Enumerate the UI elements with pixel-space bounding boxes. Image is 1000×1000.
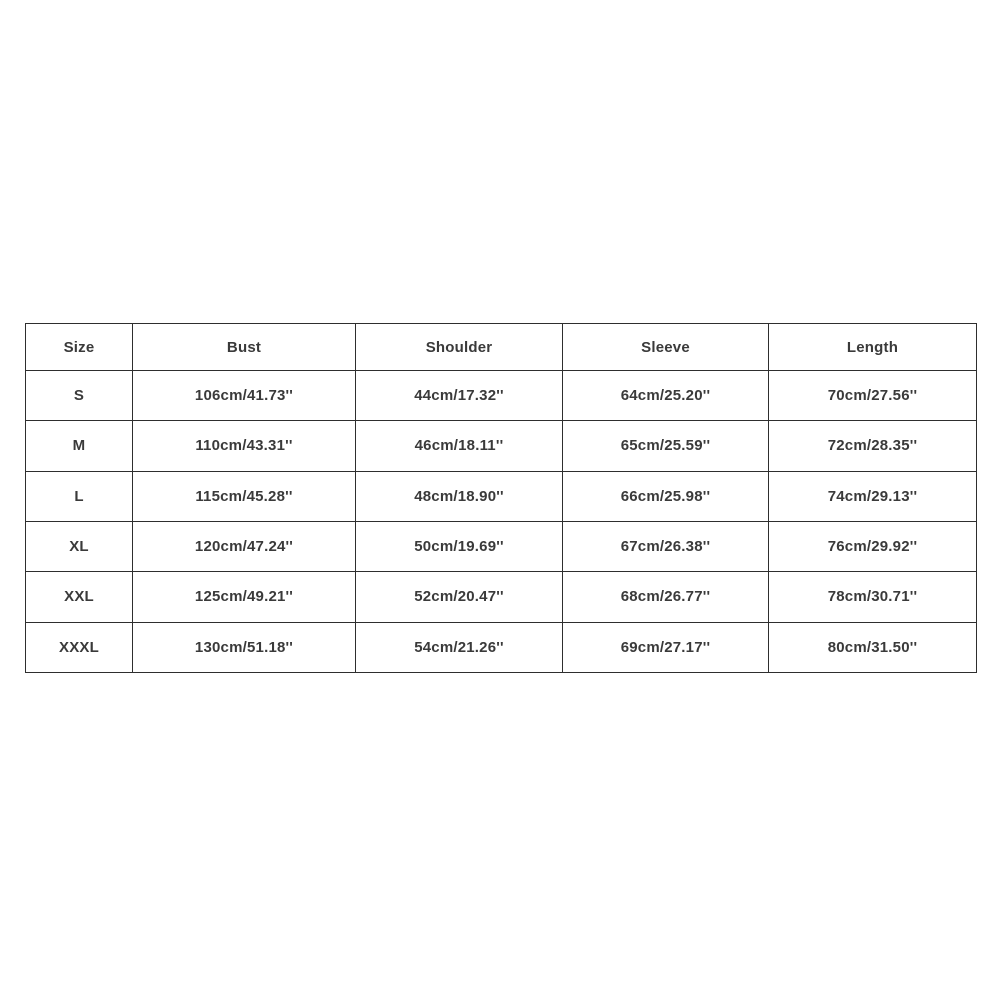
column-header-shoulder: Shoulder [356, 324, 563, 371]
measurement-cell: 78cm/30.71'' [769, 572, 977, 622]
table-row [26, 421, 977, 471]
measurement-cell: 66cm/25.98'' [563, 471, 769, 521]
size-label-cell: XXXL [26, 622, 133, 672]
measurement-cell: 74cm/29.13'' [769, 471, 977, 521]
measurement-cell: 44cm/17.32'' [356, 371, 563, 421]
table-body [26, 371, 977, 673]
measurement-cell: 106cm/41.73'' [133, 371, 356, 421]
column-header-bust: Bust [133, 324, 356, 371]
size-label-cell: L [26, 471, 133, 521]
column-header-sleeve: Sleeve [563, 324, 769, 371]
measurement-cell: 69cm/27.17'' [563, 622, 769, 672]
measurement-cell: 76cm/29.92'' [769, 521, 977, 571]
size-label-cell: S [26, 371, 133, 421]
size-chart-table [25, 323, 977, 673]
table-header [26, 324, 977, 371]
measurement-cell: 48cm/18.90'' [356, 471, 563, 521]
measurement-cell: 68cm/26.77'' [563, 572, 769, 622]
measurement-cell: 67cm/26.38'' [563, 521, 769, 571]
measurement-cell: 130cm/51.18'' [133, 622, 356, 672]
measurement-cell: 120cm/47.24'' [133, 521, 356, 571]
measurement-cell: 64cm/25.20'' [563, 371, 769, 421]
size-label-cell: XXL [26, 572, 133, 622]
measurement-cell: 50cm/19.69'' [356, 521, 563, 571]
table-row [26, 471, 977, 521]
size-label-cell: XL [26, 521, 133, 571]
header-row [26, 324, 977, 371]
measurement-cell: 80cm/31.50'' [769, 622, 977, 672]
measurement-cell: 46cm/18.11'' [356, 421, 563, 471]
table-row [26, 622, 977, 672]
column-header-size: Size [26, 324, 133, 371]
measurement-cell: 54cm/21.26'' [356, 622, 563, 672]
measurement-cell: 115cm/45.28'' [133, 471, 356, 521]
measurement-cell: 110cm/43.31'' [133, 421, 356, 471]
measurement-cell: 65cm/25.59'' [563, 421, 769, 471]
table-row [26, 521, 977, 571]
measurement-cell: 52cm/20.47'' [356, 572, 563, 622]
measurement-cell: 72cm/28.35'' [769, 421, 977, 471]
measurement-cell: 125cm/49.21'' [133, 572, 356, 622]
measurement-cell: 70cm/27.56'' [769, 371, 977, 421]
size-label-cell: M [26, 421, 133, 471]
table-row [26, 572, 977, 622]
table-row [26, 371, 977, 421]
column-header-length: Length [769, 324, 977, 371]
